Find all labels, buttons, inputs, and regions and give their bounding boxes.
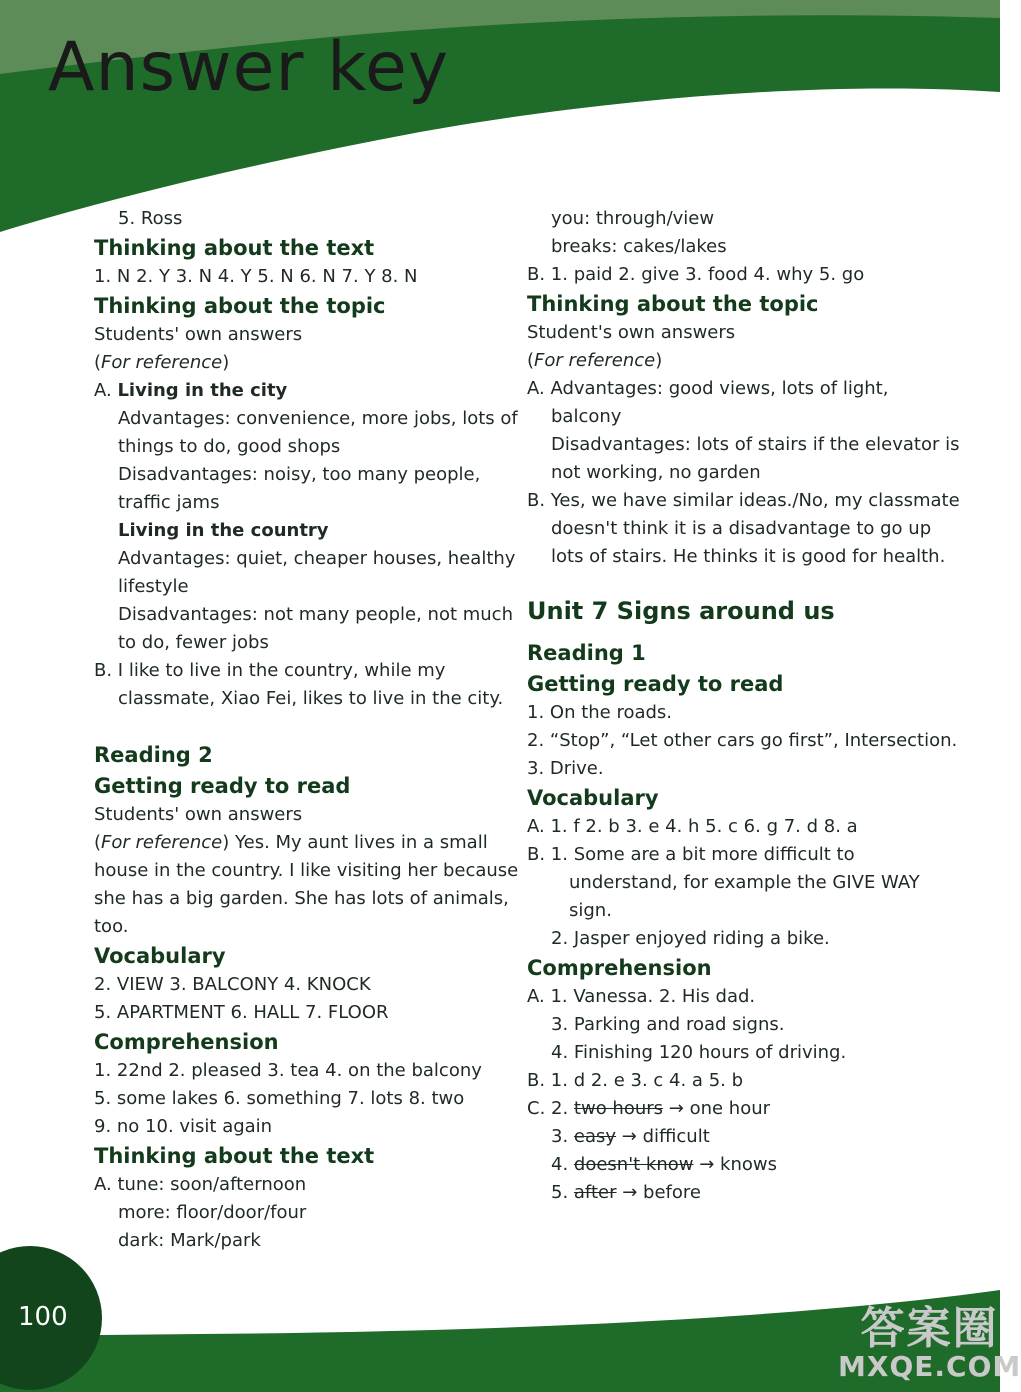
section-heading: Thinking about the text (94, 236, 375, 260)
answer-line: Advantages: quiet, cheaper houses, healthy (118, 548, 516, 569)
reading-heading: Reading 2 (94, 743, 213, 767)
answer-line: B. 1. d 2. e 3. c 4. a 5. b (527, 1070, 744, 1091)
answer-line: Disadvantages: lots of stairs if the elevator is (551, 434, 960, 455)
arrow-icon: → (616, 1126, 643, 1147)
watermark-url: MXQE.COM (838, 1350, 1021, 1383)
watermark (838, 1292, 1021, 1383)
page-title: Answer key (48, 28, 450, 107)
answer-line: 3. Drive. (527, 758, 604, 779)
answer-line: B. Yes, we have similar ideas./No, my classmate (527, 490, 960, 511)
answer-line: Advantages: convenience, more jobs, lots of (118, 408, 518, 429)
answer-line: 5. some lakes 6. something 7. lots 8. two (94, 1088, 465, 1109)
answer-line: classmate, Xiao Fei, likes to live in the city. (118, 688, 504, 709)
answer-line: A. tune: soon/afternoon (94, 1174, 307, 1195)
answer-line: 1. On the roads. (527, 702, 673, 723)
page-number: 100 (18, 1302, 68, 1332)
answer-line: A. Living in the city (94, 380, 288, 401)
answer-line: house in the country. I like visiting her because (94, 860, 519, 881)
answer-line: sign. (569, 900, 612, 921)
answer-line: doesn't think it is a disadvantage to go up (551, 518, 932, 539)
answer-line: B. I like to live in the country, while my (94, 660, 446, 681)
answer-line: balcony (551, 406, 622, 427)
correction-line: 3. easy → difficult (551, 1126, 710, 1147)
answer-line: not working, no garden (551, 462, 761, 483)
answer-line: dark: Mark/park (118, 1230, 261, 1251)
answer-line: 2. VIEW 3. BALCONY 4. KNOCK (94, 974, 371, 995)
reference-note: (For reference) (94, 352, 230, 373)
answer-line: to do, fewer jobs (118, 632, 269, 653)
section-heading: Getting ready to read (527, 672, 784, 696)
answer-line: traffic jams (118, 492, 220, 513)
answer-line: B. 1. paid 2. give 3. food 4. why 5. go (527, 264, 865, 285)
answer-line: you: through/view (551, 208, 715, 229)
answer-line: she has a big garden. She has lots of animals, (94, 888, 509, 909)
answer-line: Disadvantages: noisy, too many people, (118, 464, 481, 485)
reference-note: (For reference) (527, 350, 663, 371)
section-heading: Comprehension (94, 1030, 279, 1054)
arrow-icon: → (616, 1182, 644, 1203)
section-heading: Thinking about the topic (527, 292, 819, 316)
section-heading: Vocabulary (94, 944, 226, 968)
unit-heading: Unit 7 Signs around us (527, 597, 835, 625)
answer-line: 5. Ross (118, 208, 183, 229)
answer-line: breaks: cakes/lakes (551, 236, 727, 257)
answer-line: more: floor/door/four (118, 1202, 307, 1223)
answer-line: 1. 22nd 2. pleased 3. tea 4. on the balcony (94, 1060, 482, 1081)
answer-line: 2. “Stop”, “Let other cars go first”, Intersection. (527, 730, 958, 751)
section-heading: Thinking about the text (94, 1144, 375, 1168)
reading-heading: Reading 1 (527, 641, 646, 665)
left-column (94, 205, 519, 1255)
answer-subheading: Living in the country (118, 520, 329, 541)
answer-line: A. 1. Vanessa. 2. His dad. (527, 986, 756, 1007)
answer-line: 9. no 10. visit again (94, 1116, 273, 1137)
answer-line: too. (94, 916, 129, 937)
answer-line: Disadvantages: not many people, not much (118, 604, 513, 625)
answer-line: Students' own answers (94, 804, 303, 825)
answer-line: understand, for example the GIVE WAY (569, 872, 920, 893)
correction-line: 4. doesn't know → knows (551, 1154, 777, 1175)
answer-line: 1. N 2. Y 3. N 4. Y 5. N 6. N 7. Y 8. N (94, 266, 418, 287)
answer-line: 4. Finishing 120 hours of driving. (551, 1042, 847, 1063)
section-heading: Comprehension (527, 956, 712, 980)
answer-line: A. 1. f 2. b 3. e 4. h 5. c 6. g 7. d 8. a (527, 816, 858, 837)
answer-line: 2. Jasper enjoyed riding a bike. (551, 928, 830, 949)
answer-line: A. Advantages: good views, lots of light, (527, 378, 889, 399)
answer-line: lifestyle (118, 576, 189, 597)
answer-line: 5. APARTMENT 6. HALL 7. FLOOR (94, 1002, 389, 1023)
correction-line: 5. after → before (551, 1182, 701, 1203)
answer-line: lots of stairs. He thinks it is good for health. (551, 546, 946, 567)
answer-line: (For reference) Yes. My aunt lives in a small (94, 832, 488, 853)
section-heading: Vocabulary (527, 786, 659, 810)
answer-line: 3. Parking and road signs. (551, 1014, 785, 1035)
section-heading: Getting ready to read (94, 774, 351, 798)
right-column (527, 205, 967, 1207)
answer-line: Student's own answers (527, 322, 736, 343)
section-heading: Thinking about the topic (94, 294, 386, 318)
arrow-icon: → (663, 1098, 690, 1119)
answer-line: Students' own answers (94, 324, 303, 345)
answer-line: B. 1. Some are a bit more difficult to (527, 844, 855, 865)
answer-line: things to do, good shops (118, 436, 341, 457)
arrow-icon: → (693, 1154, 721, 1175)
correction-line: C. 2. two hours → one hour (527, 1098, 771, 1119)
watermark-logo-text: 答案圈 (860, 1303, 999, 1354)
